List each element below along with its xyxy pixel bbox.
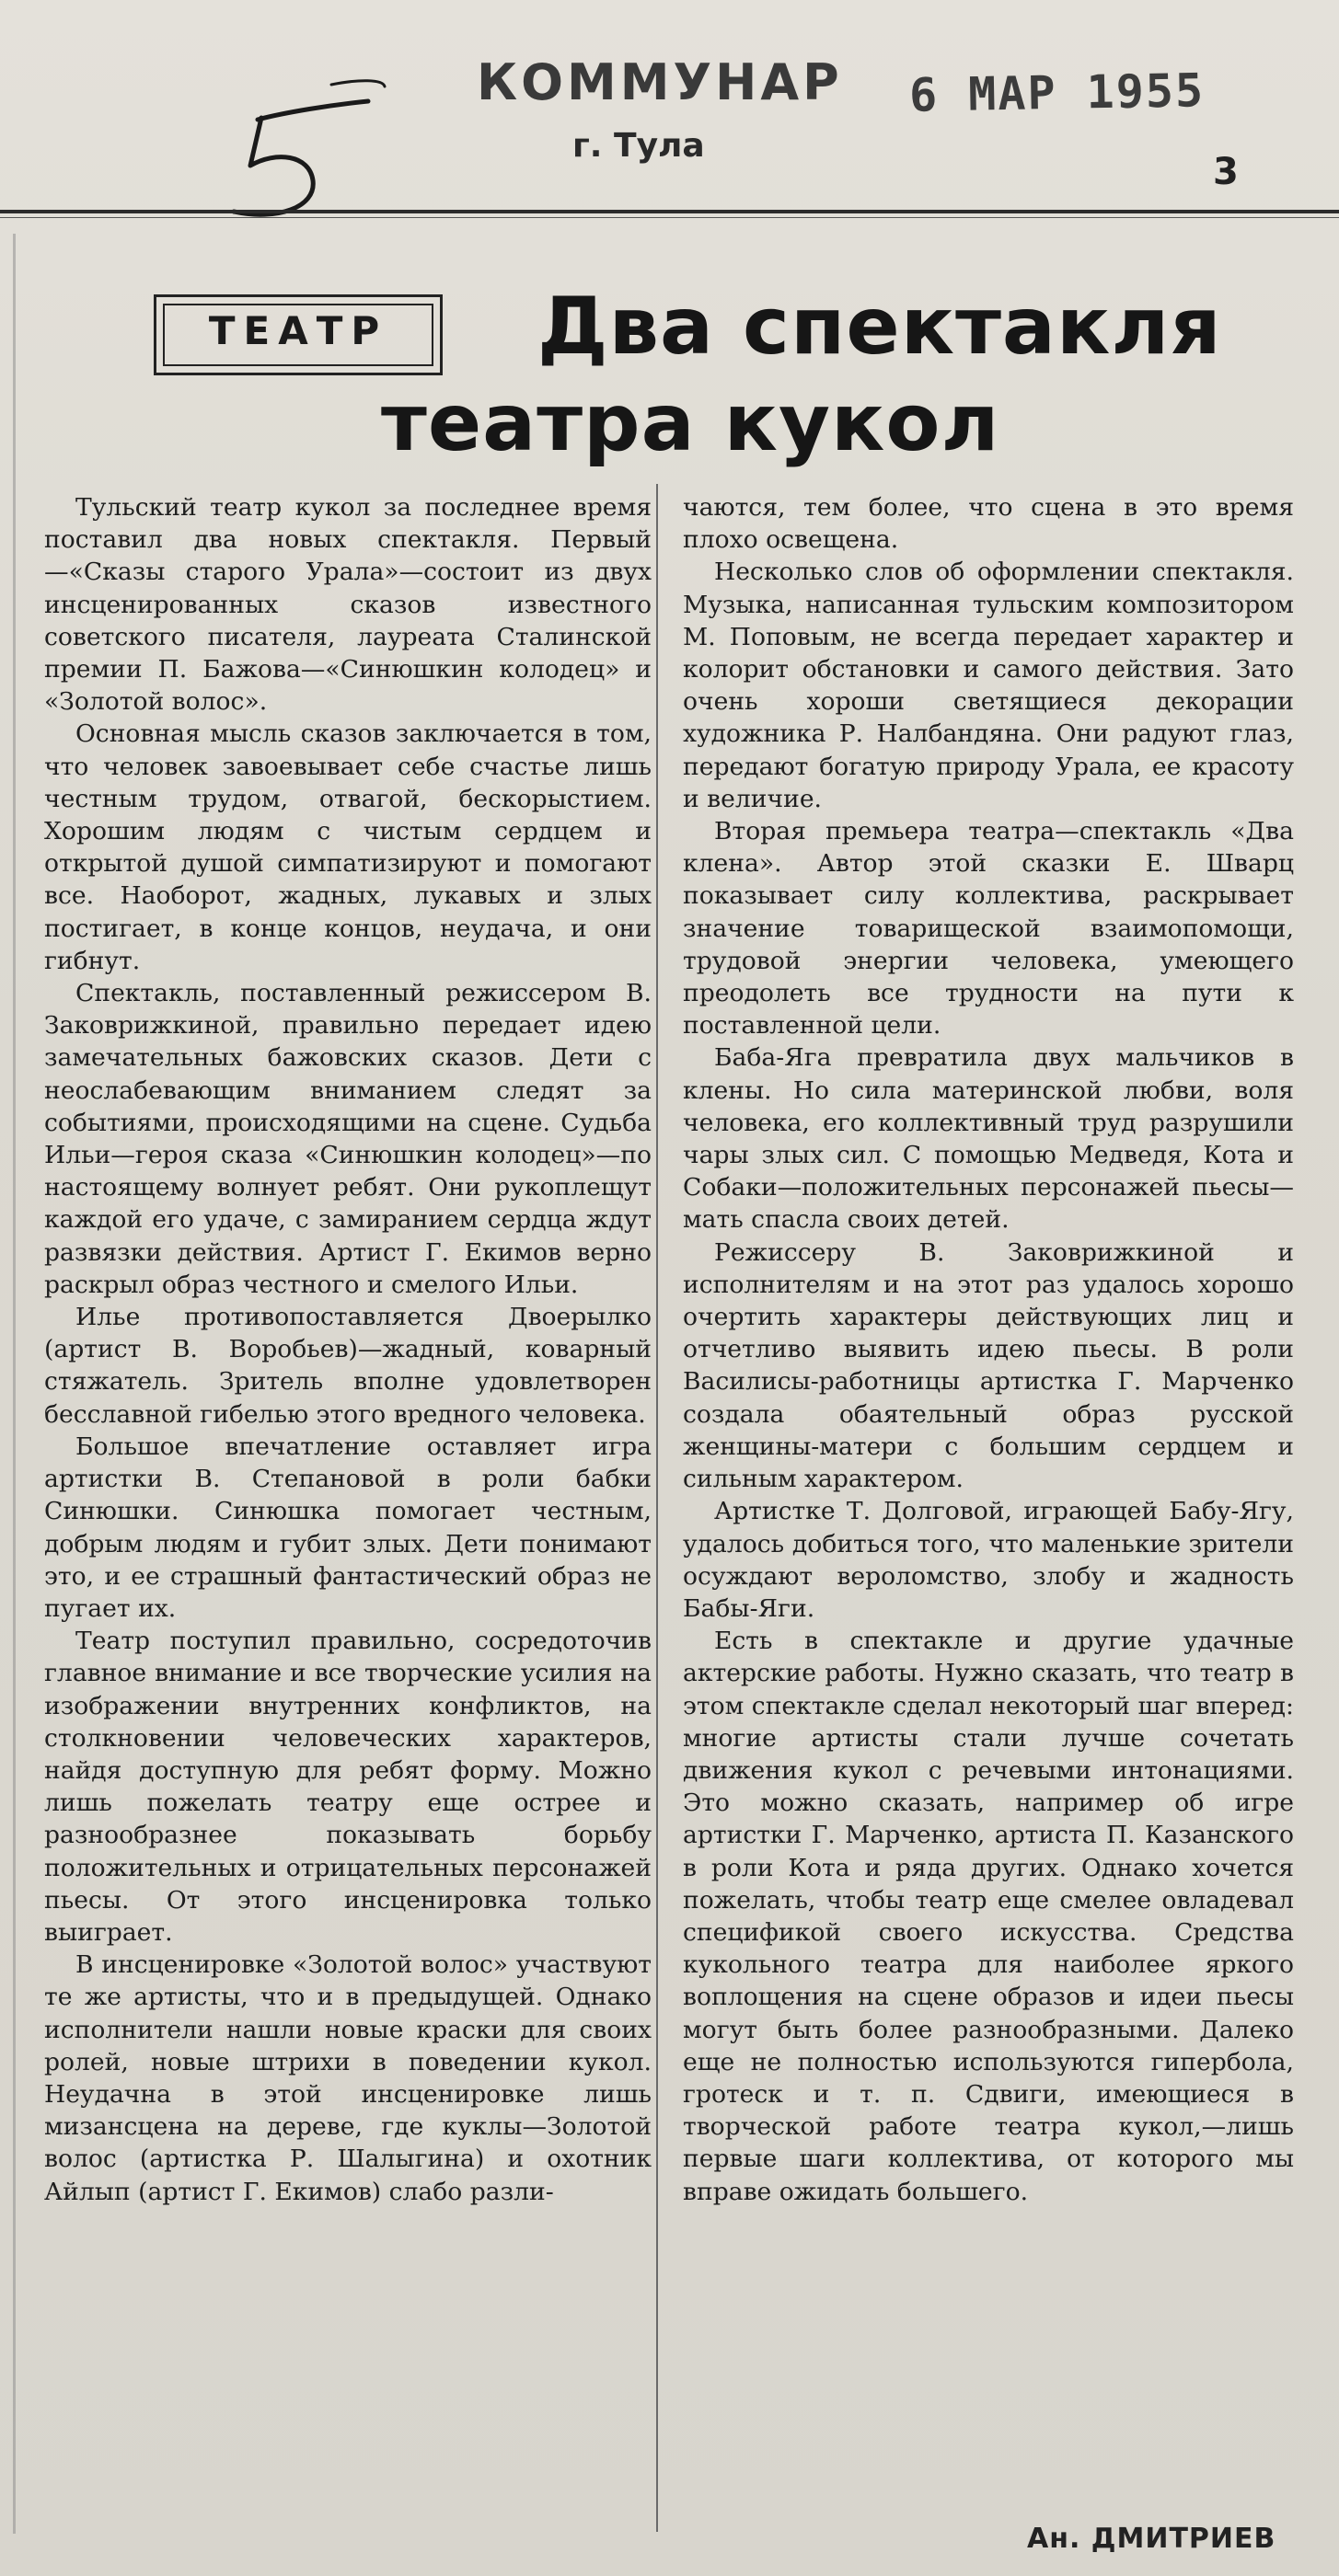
paragraph: Несколько слов об оформлении спектакля. Музыка, написанная тульским композитором М. Поповым, не всегда передает характер и колорит обстановки и самого действия. Зато очень хороши светящиеся декорации художника Р. Налбандяна. Они радуют глаз, передают богатую природу Урала, ее красоту и величие. [683, 558, 1294, 813]
handwritten-number-mark [221, 74, 387, 230]
article-column-right [683, 491, 1294, 2208]
paragraph: Тульский театр кукол за последнее время поставил два новых спектакля. Первый—«Сказы старого Урала»—состоит из двух инсценированных сказов известного советского писателя, лауреата Сталинской премии П. Бажова—«Синюшкин колодец» и «Золотой волос». [44, 493, 652, 717]
rubric-box [154, 294, 443, 375]
rubric-label: ТЕАТР [208, 308, 388, 353]
article-author: Ан. ДМИТРИЕВ [1027, 2523, 1276, 2555]
headline-line-1: Два спектакля [537, 281, 1222, 373]
paragraph: В инсценировке «Золотой волос» участвуют те же артисты, что и в предыдущей. Однако исполнители нашли новые краски для своих ролей, новые штрихи в поведении кукол. Неудачна в этой инсценировке лишь мизансцена на дереве, где куклы—Золотой волос (артистка Р. Шалыгина) и охотник Айлып (артист Г. Екимов) слабо разли- [44, 1950, 652, 2206]
date-stamp: 6 МАР 1955 [908, 63, 1206, 122]
column-divider [656, 484, 658, 2532]
paragraph: Баба-Яга превратила двух мальчиков в клены. Но сила материнской любви, воля человека, его коллективный труд разрушили чары злых сил. С помощью Медведя, Кота и Собаки—положительных персонажей пьесы—мать спасла своих детей. [683, 1043, 1294, 1235]
header-rule [0, 210, 1339, 213]
headline-line-2: театра кукол [381, 377, 1000, 469]
paragraph: Большое впечатление оставляет игра артистки В. Степановой в роли бабки Синюшки. Синюшка помогает честным, добрым людям и губит злых. Дети понимают это, и ее страшный фантастический образ не пугает их. [44, 1432, 652, 1623]
paragraph: Вторая премьера театра—спектакль «Два клена». Автор этой сказки Е. Шварц показывает силу коллектива, раскрывает значение товарищеской взаимопомощи, трудовой энергии человека, умеющего преодолеть все трудности на пути к поставленной цели. [683, 817, 1294, 1041]
header-rule-thin [0, 217, 1339, 218]
paragraph: Основная мысль сказов заключается в том, что человек завоевывает себе счастье лишь честным трудом, отвагой, бескорыстием. Хорошим людям с чистым сердцем и открытой душой симпатизируют и помогают все. Наоборот, жадных, лукавых и злых постигает, в конце концов, неудача, и они гибнут. [44, 719, 652, 975]
paragraph: Спектакль, поставленный режиссером В. Заковрижкиной, правильно передает идею замечательных бажовских сказов. Дети с неослабевающим вниманием следят за событиями, происходящими на сцене. Судьба Ильи—героя сказа «Синюшкин колодец»—по настоящему волнует ребят. Они рукоплещут каждой его удаче, с замиранием сердца ждут развязки действия. Артист Г. Екимов верно раскрыл образ честного и смелого Ильи. [44, 979, 652, 1299]
paragraph: Режиссеру В. Заковрижкиной и исполнителям и на этот раз удалось хорошо очертить характеры действующих лиц и отчетливо выявить идею пьесы. В роли Василисы-работницы артистка Г. Марченко создала обаятельный образ русской женщины-матери с большим сердцем и сильным характером. [683, 1237, 1294, 1494]
paragraph: Илье противопоставляется Двоерылко (артист В. Воробьев)—жадный, коварный стяжатель. Зритель вполне удовлетворен бесславной гибелью этого вредного человека. [44, 1303, 652, 1429]
paragraph: Есть в спектакле и другие удачные актерские работы. Нужно сказать, что театр в этом спектакле сделал некоторый шаг вперед: многие артисты стали лучше сочетать движения кукол с речевыми интонациями. Это можно сказать, например об игре артистки Г. Марченко, артиста П. Казанского в роли Кота и ряда других. Однако хочется пожелать, чтобы театр еще смелее овладевал спецификой своего искусства. Средства кукольного театра для наиболее яркого воплощения на сцене образов и идеи пьесы могут быть более разнообразными. Далеко еще не полностью используются гипербола, гротеск и т. п. Сдвиги, имеющиеся в творческой работе театра кукол,—лишь первые шаги коллектива, от которого мы вправе ожидать большего. [683, 1627, 1294, 2206]
article-column-left [44, 491, 652, 2208]
page-number: 3 [1213, 151, 1239, 193]
newspaper-name: КОММУНАР [477, 53, 843, 111]
paragraph: Театр поступил правильно, сосредоточив главное внимание и все творческие усилия на изображении внутренних конфликтов, на столкновении человеческих характеров, найдя доступную для ребят форму. Можно лишь пожелать театру еще острее и разнообразнее показывать борьбу положительных и отрицательных персонажей пьесы. От этого инсценировка только выиграет. [44, 1627, 652, 1947]
newspaper-city: г. Тула [572, 127, 705, 165]
paragraph: Артистке Т. Долговой, играющей Бабу-Ягу, удалось добиться того, что маленькие зрители осуждают вероломство, злобу и жадность Бабы-Яги. [683, 1497, 1294, 1623]
page-edge-shadow [13, 234, 16, 2534]
paragraph-continued: чаются, тем более, что сцена в это время плохо освещена. [683, 493, 1294, 555]
